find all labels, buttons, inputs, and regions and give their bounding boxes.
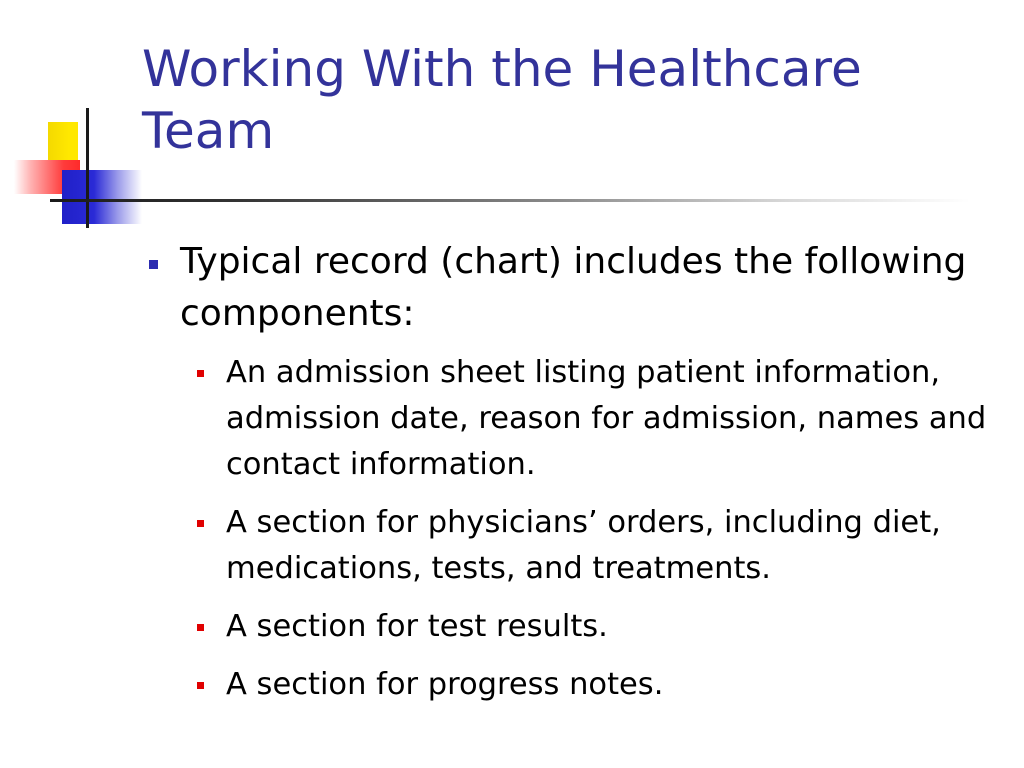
sub-bullet-item bbox=[196, 350, 1008, 488]
red-square-bullet-icon bbox=[197, 624, 204, 631]
main-bullet-text: Typical record (chart) includes the following components: bbox=[180, 241, 967, 334]
title-underline bbox=[50, 199, 970, 202]
sub-bullet-list bbox=[148, 350, 1008, 708]
sub-bullet-item bbox=[196, 662, 1008, 708]
main-bullet-point bbox=[148, 236, 1008, 340]
red-square-bullet-icon bbox=[197, 520, 204, 527]
red-square-bullet-icon bbox=[197, 682, 204, 689]
slide-title: Working With the Healthcare Team bbox=[142, 40, 862, 160]
vertical-line-decoration bbox=[86, 108, 89, 228]
decorative-logo bbox=[0, 0, 140, 240]
sub-bullet-text: A section for progress notes. bbox=[226, 667, 664, 702]
yellow-square-decoration bbox=[48, 122, 78, 164]
sub-bullet-item bbox=[196, 500, 1008, 592]
slide-body bbox=[148, 236, 1008, 720]
blue-square-decoration bbox=[62, 170, 142, 224]
sub-bullet-text: An admission sheet listing patient information, admission date, reason for admission, names and contact information. bbox=[226, 355, 987, 482]
sub-bullet-text: A section for test results. bbox=[226, 609, 608, 644]
sub-bullet-text: A section for physicians’ orders, including diet, medications, tests, and treatments. bbox=[226, 505, 941, 586]
sub-bullet-item bbox=[196, 604, 1008, 650]
blue-square-bullet-icon bbox=[149, 260, 158, 269]
red-square-bullet-icon bbox=[197, 370, 204, 377]
